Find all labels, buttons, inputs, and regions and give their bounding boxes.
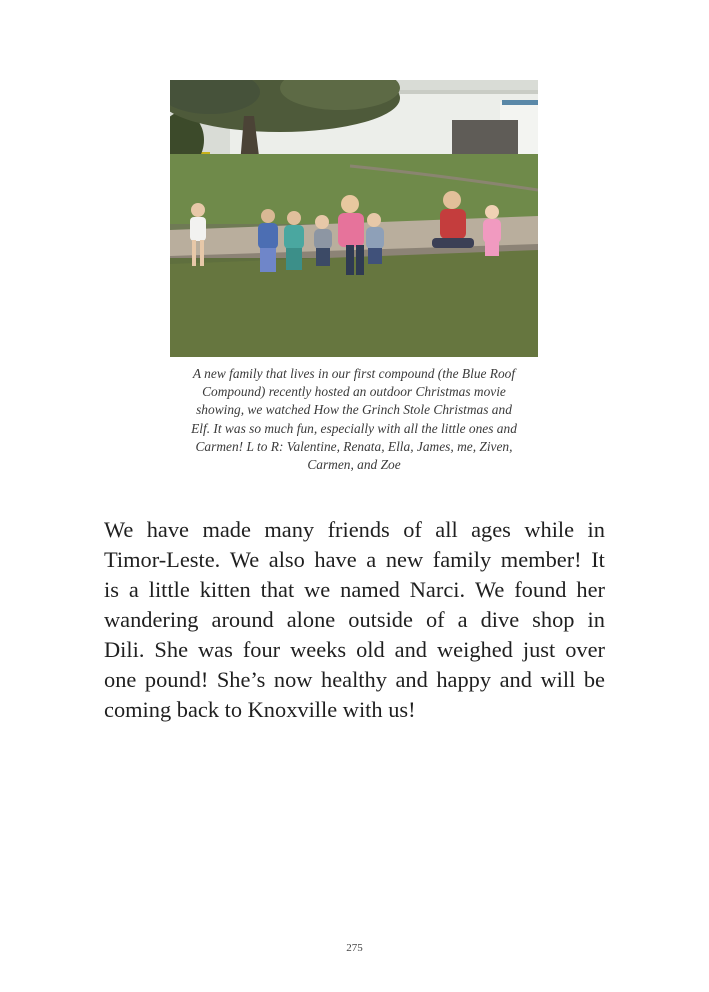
children-outdoor-photo bbox=[170, 80, 538, 357]
word: a bbox=[128, 577, 139, 602]
word: just bbox=[522, 637, 556, 662]
word: be bbox=[583, 667, 605, 692]
paragraph-line bbox=[104, 605, 605, 635]
word: named bbox=[340, 577, 400, 602]
photo-caption bbox=[166, 365, 542, 474]
word: little bbox=[148, 577, 190, 602]
word: made bbox=[202, 517, 251, 542]
word: also bbox=[268, 547, 305, 572]
word: will bbox=[540, 667, 576, 692]
word: have bbox=[314, 547, 357, 572]
word: She bbox=[154, 637, 189, 662]
word: have bbox=[146, 517, 189, 542]
word: alone bbox=[286, 607, 336, 632]
word: It bbox=[591, 547, 605, 572]
caption-line: Carmen! L to R: Valentine, Renata, Ella, James, me, Ziven, bbox=[195, 438, 513, 454]
page-number: 275 bbox=[346, 942, 363, 954]
word: is bbox=[104, 577, 119, 602]
word: coming back to Knoxville with us! bbox=[104, 697, 416, 722]
word: pound! bbox=[144, 667, 209, 692]
caption-line: Carmen, and Zoe bbox=[307, 457, 401, 473]
word: shop bbox=[532, 607, 575, 632]
word: all bbox=[435, 517, 458, 542]
word: member! bbox=[500, 547, 582, 572]
word: was bbox=[198, 637, 233, 662]
word: wandering bbox=[104, 607, 199, 632]
word: over bbox=[565, 637, 605, 662]
word: happy bbox=[436, 667, 492, 692]
word: of bbox=[425, 607, 445, 632]
word: and bbox=[394, 637, 428, 662]
word: while bbox=[524, 517, 575, 542]
word: one bbox=[104, 667, 137, 692]
paragraph-line bbox=[104, 695, 605, 725]
word: in bbox=[587, 607, 605, 632]
word: a bbox=[366, 547, 377, 572]
paragraph-line bbox=[104, 545, 605, 575]
word: in bbox=[587, 517, 605, 542]
word: around bbox=[211, 607, 274, 632]
word: We bbox=[229, 547, 260, 572]
word: a bbox=[457, 607, 468, 632]
caption-line: Elf. It was so much fun, especially with all the little ones and bbox=[191, 420, 517, 436]
word: Timor-Leste. bbox=[104, 547, 221, 572]
word: we bbox=[304, 577, 331, 602]
word: family bbox=[432, 547, 492, 572]
word: weeks bbox=[290, 637, 347, 662]
word: We bbox=[475, 577, 505, 602]
word: weighed bbox=[437, 637, 513, 662]
paragraph-line bbox=[104, 635, 605, 665]
word: healthy bbox=[321, 667, 387, 692]
word: Narci. bbox=[409, 577, 466, 602]
word: many bbox=[264, 517, 315, 542]
paragraph-line bbox=[104, 515, 605, 545]
paragraph-line bbox=[104, 575, 605, 605]
caption-line: showing, we watched How the Grinch Stole Christmas and bbox=[196, 402, 512, 418]
caption-line: A new family that lives in our first compound (the Blue Roof bbox=[192, 366, 516, 381]
word: old bbox=[356, 637, 385, 662]
word: and bbox=[395, 667, 428, 692]
word: outside bbox=[348, 607, 413, 632]
word: friends bbox=[327, 517, 390, 542]
caption-line: Compound) recently hosted an outdoor Christmas movie bbox=[202, 384, 506, 400]
word: of bbox=[403, 517, 422, 542]
word: four bbox=[242, 637, 281, 662]
word: She’s bbox=[216, 667, 266, 692]
body-paragraph bbox=[104, 515, 605, 725]
word: her bbox=[576, 577, 605, 602]
word: ages bbox=[471, 517, 511, 542]
word: and bbox=[499, 667, 532, 692]
word: kitten bbox=[199, 577, 251, 602]
word: We bbox=[104, 517, 134, 542]
word: new bbox=[385, 547, 424, 572]
word: dive bbox=[480, 607, 520, 632]
word: Dili. bbox=[104, 637, 145, 662]
word: now bbox=[273, 667, 313, 692]
photo bbox=[170, 80, 538, 357]
word: found bbox=[514, 577, 567, 602]
paragraph-line bbox=[104, 665, 605, 695]
word: that bbox=[260, 577, 295, 602]
